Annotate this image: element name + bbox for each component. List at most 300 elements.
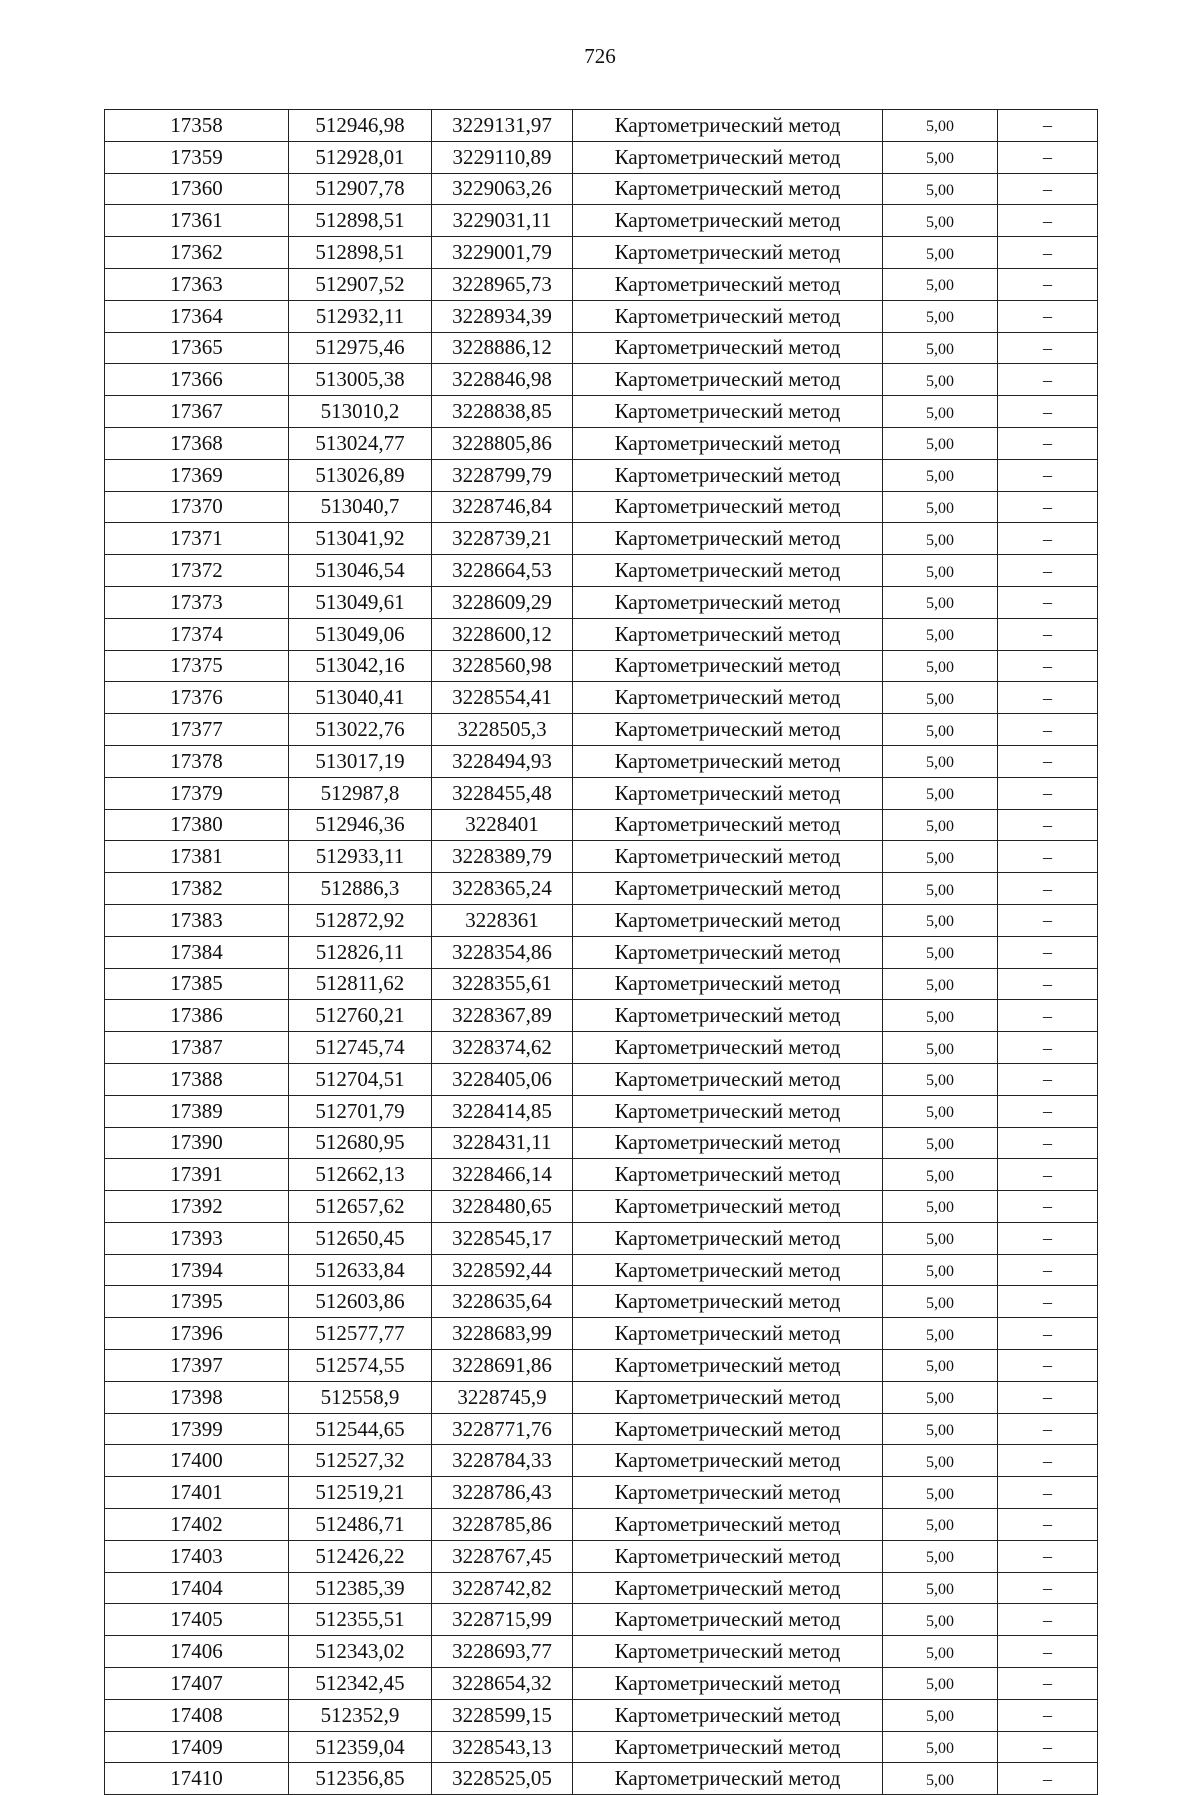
point-number-cell: 17373	[105, 586, 289, 618]
table-row	[105, 459, 1098, 491]
table-row	[105, 714, 1098, 746]
point-number-cell: 17390	[105, 1127, 289, 1159]
point-number-cell: 17364	[105, 300, 289, 332]
point-number-cell: 17410	[105, 1763, 289, 1795]
accuracy-cell: 5,00	[883, 1032, 998, 1064]
accuracy-cell: 5,00	[883, 873, 998, 905]
point-number-cell: 17371	[105, 523, 289, 555]
y-coordinate-cell: 3228455,48	[432, 777, 573, 809]
table-row	[105, 332, 1098, 364]
note-cell: –	[998, 1286, 1098, 1318]
point-number-cell: 17363	[105, 268, 289, 300]
x-coordinate-cell: 512352,9	[289, 1699, 432, 1731]
table-row	[105, 1063, 1098, 1095]
x-coordinate-cell: 512603,86	[289, 1286, 432, 1318]
note-cell: –	[998, 1191, 1098, 1223]
method-cell: Картометрический метод	[573, 1286, 883, 1318]
x-coordinate-cell: 512872,92	[289, 904, 432, 936]
y-coordinate-cell: 3228354,86	[432, 936, 573, 968]
method-cell: Картометрический метод	[573, 110, 883, 142]
accuracy-cell: 5,00	[883, 1063, 998, 1095]
y-coordinate-cell: 3229001,79	[432, 237, 573, 269]
method-cell: Картометрический метод	[573, 141, 883, 173]
method-cell: Картометрический метод	[573, 1254, 883, 1286]
method-cell: Картометрический метод	[573, 491, 883, 523]
method-cell: Картометрический метод	[573, 1763, 883, 1795]
y-coordinate-cell: 3228746,84	[432, 491, 573, 523]
y-coordinate-cell: 3228683,99	[432, 1318, 573, 1350]
accuracy-cell: 5,00	[883, 205, 998, 237]
note-cell: –	[998, 205, 1098, 237]
accuracy-cell: 5,00	[883, 1000, 998, 1032]
point-number-cell: 17396	[105, 1318, 289, 1350]
y-coordinate-cell: 3228367,89	[432, 1000, 573, 1032]
x-coordinate-cell: 512745,74	[289, 1032, 432, 1064]
table-row	[105, 1636, 1098, 1668]
accuracy-cell: 5,00	[883, 1127, 998, 1159]
table-row	[105, 1350, 1098, 1382]
note-cell: –	[998, 1509, 1098, 1541]
method-cell: Картометрический метод	[573, 555, 883, 587]
table-row	[105, 1699, 1098, 1731]
point-number-cell: 17361	[105, 205, 289, 237]
table-row	[105, 555, 1098, 587]
y-coordinate-cell: 3228886,12	[432, 332, 573, 364]
method-cell: Картометрический метод	[573, 1350, 883, 1382]
accuracy-cell: 5,00	[883, 1540, 998, 1572]
point-number-cell: 17389	[105, 1095, 289, 1127]
x-coordinate-cell: 513049,61	[289, 586, 432, 618]
point-number-cell: 17385	[105, 968, 289, 1000]
x-coordinate-cell: 512932,11	[289, 300, 432, 332]
accuracy-cell: 5,00	[883, 1413, 998, 1445]
note-cell: –	[998, 809, 1098, 841]
note-cell: –	[998, 1572, 1098, 1604]
method-cell: Картометрический метод	[573, 1731, 883, 1763]
y-coordinate-cell: 3228784,33	[432, 1445, 573, 1477]
x-coordinate-cell: 513041,92	[289, 523, 432, 555]
method-cell: Картометрический метод	[573, 1318, 883, 1350]
note-cell: –	[998, 491, 1098, 523]
note-cell: –	[998, 1540, 1098, 1572]
y-coordinate-cell: 3228599,15	[432, 1699, 573, 1731]
x-coordinate-cell: 512486,71	[289, 1509, 432, 1541]
x-coordinate-cell: 512633,84	[289, 1254, 432, 1286]
y-coordinate-cell: 3228745,9	[432, 1381, 573, 1413]
x-coordinate-cell: 513049,06	[289, 618, 432, 650]
method-cell: Картометрический метод	[573, 650, 883, 682]
accuracy-cell: 5,00	[883, 141, 998, 173]
method-cell: Картометрический метод	[573, 1095, 883, 1127]
accuracy-cell: 5,00	[883, 1254, 998, 1286]
method-cell: Картометрический метод	[573, 1381, 883, 1413]
point-number-cell: 17360	[105, 173, 289, 205]
method-cell: Картометрический метод	[573, 268, 883, 300]
note-cell: –	[998, 1254, 1098, 1286]
accuracy-cell: 5,00	[883, 1318, 998, 1350]
method-cell: Картометрический метод	[573, 1509, 883, 1541]
note-cell: –	[998, 1350, 1098, 1382]
accuracy-cell: 5,00	[883, 650, 998, 682]
method-cell: Картометрический метод	[573, 237, 883, 269]
note-cell: –	[998, 1318, 1098, 1350]
point-number-cell: 17384	[105, 936, 289, 968]
y-coordinate-cell: 3228786,43	[432, 1477, 573, 1509]
note-cell: –	[998, 1381, 1098, 1413]
y-coordinate-cell: 3228635,64	[432, 1286, 573, 1318]
note-cell: –	[998, 1222, 1098, 1254]
table-row	[105, 1318, 1098, 1350]
accuracy-cell: 5,00	[883, 523, 998, 555]
x-coordinate-cell: 512975,46	[289, 332, 432, 364]
y-coordinate-cell: 3228654,32	[432, 1668, 573, 1700]
note-cell: –	[998, 173, 1098, 205]
accuracy-cell: 5,00	[883, 1604, 998, 1636]
x-coordinate-cell: 512704,51	[289, 1063, 432, 1095]
accuracy-cell: 5,00	[883, 809, 998, 841]
accuracy-cell: 5,00	[883, 237, 998, 269]
y-coordinate-cell: 3228609,29	[432, 586, 573, 618]
note-cell: –	[998, 1000, 1098, 1032]
x-coordinate-cell: 513040,7	[289, 491, 432, 523]
point-number-cell: 17368	[105, 427, 289, 459]
point-number-cell: 17381	[105, 841, 289, 873]
table-row	[105, 904, 1098, 936]
method-cell: Картометрический метод	[573, 873, 883, 905]
x-coordinate-cell: 513042,16	[289, 650, 432, 682]
note-cell: –	[998, 1731, 1098, 1763]
y-coordinate-cell: 3228600,12	[432, 618, 573, 650]
table-row	[105, 1032, 1098, 1064]
y-coordinate-cell: 3228414,85	[432, 1095, 573, 1127]
x-coordinate-cell: 512356,85	[289, 1763, 432, 1795]
y-coordinate-cell: 3228838,85	[432, 396, 573, 428]
method-cell: Картометрический метод	[573, 1604, 883, 1636]
note-cell: –	[998, 141, 1098, 173]
x-coordinate-cell: 512680,95	[289, 1127, 432, 1159]
table-row	[105, 1127, 1098, 1159]
point-number-cell: 17401	[105, 1477, 289, 1509]
table-row	[105, 1477, 1098, 1509]
note-cell: –	[998, 650, 1098, 682]
x-coordinate-cell: 512342,45	[289, 1668, 432, 1700]
method-cell: Картометрический метод	[573, 205, 883, 237]
method-cell: Картометрический метод	[573, 396, 883, 428]
point-number-cell: 17362	[105, 237, 289, 269]
point-number-cell: 17409	[105, 1731, 289, 1763]
accuracy-cell: 5,00	[883, 1636, 998, 1668]
table-row	[105, 1604, 1098, 1636]
method-cell: Картометрический метод	[573, 714, 883, 746]
y-coordinate-cell: 3228771,76	[432, 1413, 573, 1445]
table-row	[105, 809, 1098, 841]
note-cell: –	[998, 237, 1098, 269]
point-number-cell: 17400	[105, 1445, 289, 1477]
point-number-cell: 17377	[105, 714, 289, 746]
point-number-cell: 17359	[105, 141, 289, 173]
point-number-cell: 17372	[105, 555, 289, 587]
method-cell: Картометрический метод	[573, 936, 883, 968]
table-row	[105, 300, 1098, 332]
y-coordinate-cell: 3228846,98	[432, 364, 573, 396]
y-coordinate-cell: 3228505,3	[432, 714, 573, 746]
table-row	[105, 586, 1098, 618]
note-cell: –	[998, 1636, 1098, 1668]
point-number-cell: 17374	[105, 618, 289, 650]
x-coordinate-cell: 512385,39	[289, 1572, 432, 1604]
method-cell: Картометрический метод	[573, 745, 883, 777]
note-cell: –	[998, 682, 1098, 714]
x-coordinate-cell: 512933,11	[289, 841, 432, 873]
note-cell: –	[998, 1063, 1098, 1095]
point-number-cell: 17376	[105, 682, 289, 714]
point-number-cell: 17408	[105, 1699, 289, 1731]
y-coordinate-cell: 3228799,79	[432, 459, 573, 491]
point-number-cell: 17398	[105, 1381, 289, 1413]
table-row	[105, 777, 1098, 809]
y-coordinate-cell: 3228361	[432, 904, 573, 936]
table-row	[105, 1000, 1098, 1032]
point-number-cell: 17366	[105, 364, 289, 396]
note-cell: –	[998, 523, 1098, 555]
point-number-cell: 17369	[105, 459, 289, 491]
method-cell: Картометрический метод	[573, 1445, 883, 1477]
method-cell: Картометрический метод	[573, 300, 883, 332]
y-coordinate-cell: 3229031,11	[432, 205, 573, 237]
accuracy-cell: 5,00	[883, 1286, 998, 1318]
y-coordinate-cell: 3229131,97	[432, 110, 573, 142]
x-coordinate-cell: 512650,45	[289, 1222, 432, 1254]
accuracy-cell: 5,00	[883, 777, 998, 809]
note-cell: –	[998, 1668, 1098, 1700]
accuracy-cell: 5,00	[883, 555, 998, 587]
method-cell: Картометрический метод	[573, 1127, 883, 1159]
note-cell: –	[998, 1032, 1098, 1064]
point-number-cell: 17399	[105, 1413, 289, 1445]
method-cell: Картометрический метод	[573, 173, 883, 205]
table-row	[105, 1763, 1098, 1795]
table-row	[105, 1286, 1098, 1318]
table-row	[105, 1509, 1098, 1541]
point-number-cell: 17386	[105, 1000, 289, 1032]
note-cell: –	[998, 841, 1098, 873]
y-coordinate-cell: 3228560,98	[432, 650, 573, 682]
y-coordinate-cell: 3228466,14	[432, 1159, 573, 1191]
method-cell: Картометрический метод	[573, 427, 883, 459]
y-coordinate-cell: 3228693,77	[432, 1636, 573, 1668]
x-coordinate-cell: 513017,19	[289, 745, 432, 777]
table-row	[105, 873, 1098, 905]
accuracy-cell: 5,00	[883, 1731, 998, 1763]
note-cell: –	[998, 396, 1098, 428]
table-row	[105, 1222, 1098, 1254]
method-cell: Картометрический метод	[573, 841, 883, 873]
accuracy-cell: 5,00	[883, 1095, 998, 1127]
y-coordinate-cell: 3229110,89	[432, 141, 573, 173]
table-row	[105, 396, 1098, 428]
method-cell: Картометрический метод	[573, 1413, 883, 1445]
accuracy-cell: 5,00	[883, 618, 998, 650]
x-coordinate-cell: 512355,51	[289, 1604, 432, 1636]
method-cell: Картометрический метод	[573, 1540, 883, 1572]
table-row	[105, 141, 1098, 173]
table-row	[105, 1159, 1098, 1191]
method-cell: Картометрический метод	[573, 523, 883, 555]
method-cell: Картометрический метод	[573, 618, 883, 650]
note-cell: –	[998, 427, 1098, 459]
method-cell: Картометрический метод	[573, 809, 883, 841]
table-row	[105, 523, 1098, 555]
table-row	[105, 364, 1098, 396]
table-row	[105, 936, 1098, 968]
x-coordinate-cell: 512987,8	[289, 777, 432, 809]
note-cell: –	[998, 1127, 1098, 1159]
y-coordinate-cell: 3228715,99	[432, 1604, 573, 1636]
y-coordinate-cell: 3228664,53	[432, 555, 573, 587]
y-coordinate-cell: 3228494,93	[432, 745, 573, 777]
method-cell: Картометрический метод	[573, 682, 883, 714]
x-coordinate-cell: 512527,32	[289, 1445, 432, 1477]
point-number-cell: 17379	[105, 777, 289, 809]
note-cell: –	[998, 1604, 1098, 1636]
point-number-cell: 17405	[105, 1604, 289, 1636]
note-cell: –	[998, 904, 1098, 936]
table-row	[105, 268, 1098, 300]
point-number-cell: 17367	[105, 396, 289, 428]
y-coordinate-cell: 3228785,86	[432, 1509, 573, 1541]
accuracy-cell: 5,00	[883, 268, 998, 300]
method-cell: Картометрический метод	[573, 1032, 883, 1064]
x-coordinate-cell: 512426,22	[289, 1540, 432, 1572]
table-row	[105, 682, 1098, 714]
y-coordinate-cell: 3228365,24	[432, 873, 573, 905]
table-row	[105, 618, 1098, 650]
method-cell: Картометрический метод	[573, 1159, 883, 1191]
x-coordinate-cell: 512826,11	[289, 936, 432, 968]
note-cell: –	[998, 714, 1098, 746]
y-coordinate-cell: 3228545,17	[432, 1222, 573, 1254]
point-number-cell: 17358	[105, 110, 289, 142]
accuracy-cell: 5,00	[883, 491, 998, 523]
note-cell: –	[998, 110, 1098, 142]
point-number-cell: 17365	[105, 332, 289, 364]
point-number-cell: 17397	[105, 1350, 289, 1382]
point-number-cell: 17403	[105, 1540, 289, 1572]
x-coordinate-cell: 512886,3	[289, 873, 432, 905]
method-cell: Картометрический метод	[573, 459, 883, 491]
y-coordinate-cell: 3228405,06	[432, 1063, 573, 1095]
x-coordinate-cell: 512574,55	[289, 1350, 432, 1382]
accuracy-cell: 5,00	[883, 1572, 998, 1604]
note-cell: –	[998, 1095, 1098, 1127]
y-coordinate-cell: 3228374,62	[432, 1032, 573, 1064]
accuracy-cell: 5,00	[883, 586, 998, 618]
method-cell: Картометрический метод	[573, 777, 883, 809]
table-row	[105, 1572, 1098, 1604]
y-coordinate-cell: 3228355,61	[432, 968, 573, 1000]
x-coordinate-cell: 513022,76	[289, 714, 432, 746]
accuracy-cell: 5,00	[883, 841, 998, 873]
table-row	[105, 1381, 1098, 1413]
table-row	[105, 968, 1098, 1000]
accuracy-cell: 5,00	[883, 968, 998, 1000]
accuracy-cell: 5,00	[883, 682, 998, 714]
note-cell: –	[998, 618, 1098, 650]
point-number-cell: 17375	[105, 650, 289, 682]
method-cell: Картометрический метод	[573, 1699, 883, 1731]
y-coordinate-cell: 3228480,65	[432, 1191, 573, 1223]
x-coordinate-cell: 512558,9	[289, 1381, 432, 1413]
accuracy-cell: 5,00	[883, 1763, 998, 1795]
point-number-cell: 17402	[105, 1509, 289, 1541]
coordinates-table	[104, 109, 1098, 1795]
table-row	[105, 491, 1098, 523]
y-coordinate-cell: 3228431,11	[432, 1127, 573, 1159]
note-cell: –	[998, 1763, 1098, 1795]
x-coordinate-cell: 513026,89	[289, 459, 432, 491]
note-cell: –	[998, 268, 1098, 300]
note-cell: –	[998, 364, 1098, 396]
page-number: 726	[584, 44, 616, 68]
y-coordinate-cell: 3228525,05	[432, 1763, 573, 1795]
x-coordinate-cell: 512657,62	[289, 1191, 432, 1223]
y-coordinate-cell: 3228543,13	[432, 1731, 573, 1763]
table-row	[105, 1540, 1098, 1572]
method-cell: Картометрический метод	[573, 904, 883, 936]
table-row	[105, 1413, 1098, 1445]
point-number-cell: 17391	[105, 1159, 289, 1191]
x-coordinate-cell: 513005,38	[289, 364, 432, 396]
x-coordinate-cell: 512811,62	[289, 968, 432, 1000]
accuracy-cell: 5,00	[883, 459, 998, 491]
method-cell: Картометрический метод	[573, 1668, 883, 1700]
accuracy-cell: 5,00	[883, 110, 998, 142]
y-coordinate-cell: 3228805,86	[432, 427, 573, 459]
note-cell: –	[998, 1699, 1098, 1731]
method-cell: Картометрический метод	[573, 1477, 883, 1509]
x-coordinate-cell: 512519,21	[289, 1477, 432, 1509]
x-coordinate-cell: 512760,21	[289, 1000, 432, 1032]
note-cell: –	[998, 555, 1098, 587]
accuracy-cell: 5,00	[883, 300, 998, 332]
point-number-cell: 17387	[105, 1032, 289, 1064]
accuracy-cell: 5,00	[883, 427, 998, 459]
accuracy-cell: 5,00	[883, 1159, 998, 1191]
accuracy-cell: 5,00	[883, 332, 998, 364]
accuracy-cell: 5,00	[883, 396, 998, 428]
y-coordinate-cell: 3228691,86	[432, 1350, 573, 1382]
x-coordinate-cell: 512343,02	[289, 1636, 432, 1668]
accuracy-cell: 5,00	[883, 1668, 998, 1700]
note-cell: –	[998, 586, 1098, 618]
note-cell: –	[998, 1445, 1098, 1477]
accuracy-cell: 5,00	[883, 1222, 998, 1254]
x-coordinate-cell: 513010,2	[289, 396, 432, 428]
table-row	[105, 650, 1098, 682]
accuracy-cell: 5,00	[883, 173, 998, 205]
y-coordinate-cell: 3228401	[432, 809, 573, 841]
x-coordinate-cell: 512907,52	[289, 268, 432, 300]
method-cell: Картометрический метод	[573, 1063, 883, 1095]
point-number-cell: 17392	[105, 1191, 289, 1223]
table-row	[105, 1254, 1098, 1286]
method-cell: Картометрический метод	[573, 1222, 883, 1254]
point-number-cell: 17380	[105, 809, 289, 841]
accuracy-cell: 5,00	[883, 1699, 998, 1731]
accuracy-cell: 5,00	[883, 364, 998, 396]
accuracy-cell: 5,00	[883, 904, 998, 936]
table-row	[105, 1191, 1098, 1223]
